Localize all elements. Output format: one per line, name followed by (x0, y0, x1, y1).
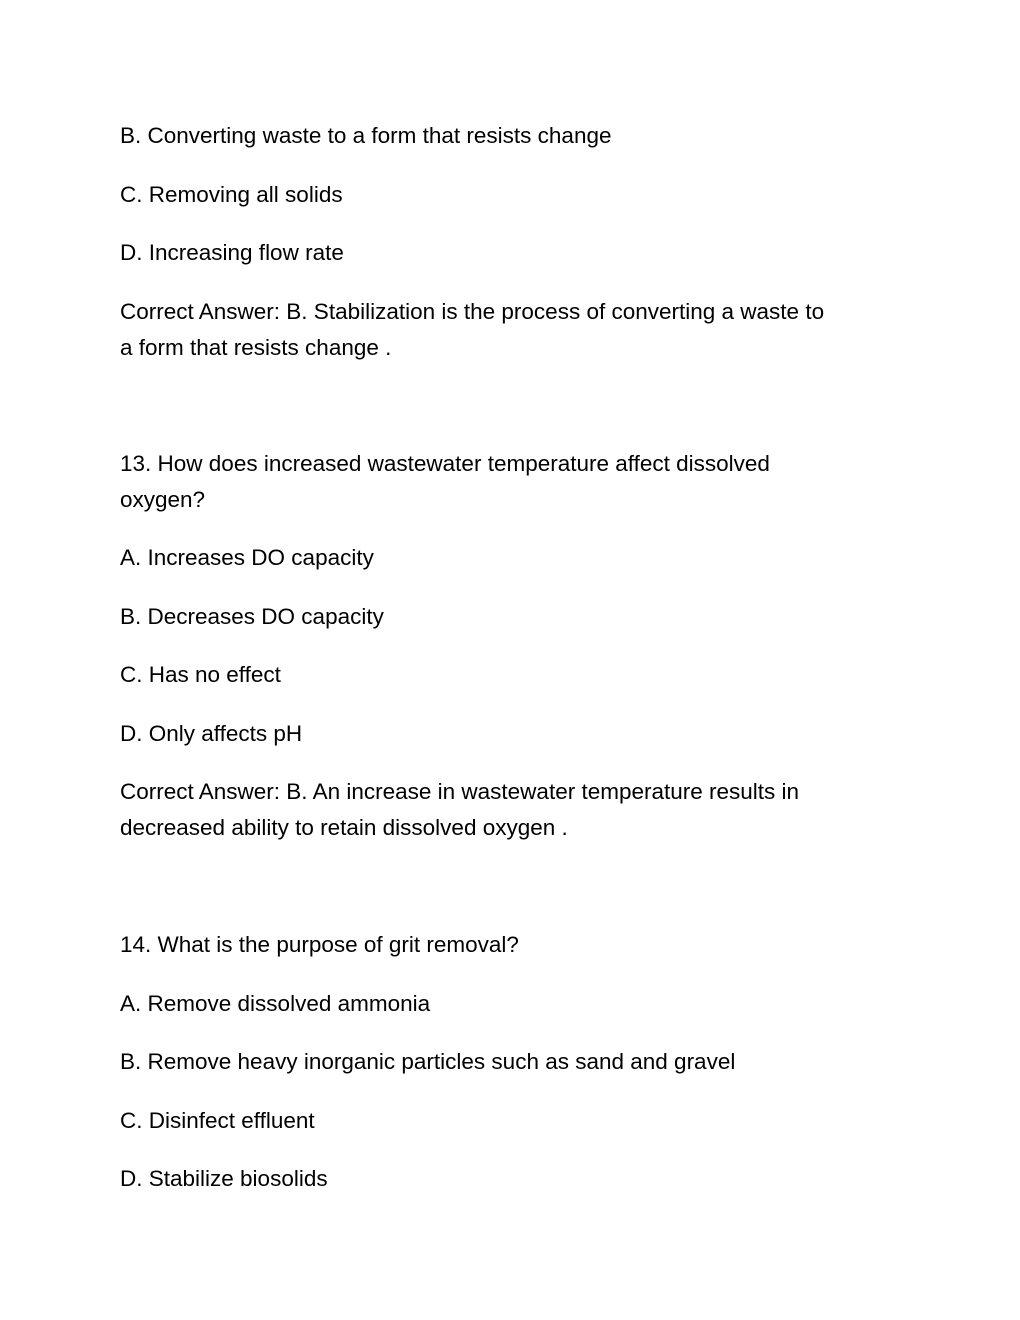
q14-option-a: A. Remove dissolved ammonia (120, 991, 431, 1016)
q13-option-a: A. Increases DO capacity (120, 545, 374, 570)
q12-answer-line-2: a form that resists change . (120, 335, 392, 360)
q13-answer-line-2: decreased ability to retain dissolved oxygen . (120, 815, 568, 840)
q13-answer-line-1: Correct Answer: B. An increase in wastewater temperature results in (120, 779, 800, 804)
q13-question-line-2: oxygen? (120, 487, 206, 512)
q14-option-c: C. Disinfect effluent (120, 1108, 315, 1133)
q14-option-d: D. Stabilize biosolids (120, 1166, 328, 1191)
q12-option-d: D. Increasing flow rate (120, 240, 344, 265)
q12-option-b: B. Converting waste to a form that resists change (120, 123, 612, 148)
q13-option-d: D. Only affects pH (120, 721, 303, 746)
q13-option-c: C. Has no effect (120, 662, 281, 687)
q12-option-c: C. Removing all solids (120, 182, 343, 207)
q13-option-b: B. Decreases DO capacity (120, 604, 384, 629)
q12-answer-line-1: Correct Answer: B. Stabilization is the process of converting a waste to (120, 299, 825, 324)
q14-option-b: B. Remove heavy inorganic particles such as sand and gravel (120, 1049, 736, 1074)
q13-question-line-1: 13. How does increased wastewater temperature affect dissolved (120, 451, 770, 476)
q14-question: 14. What is the purpose of grit removal? (120, 932, 519, 957)
